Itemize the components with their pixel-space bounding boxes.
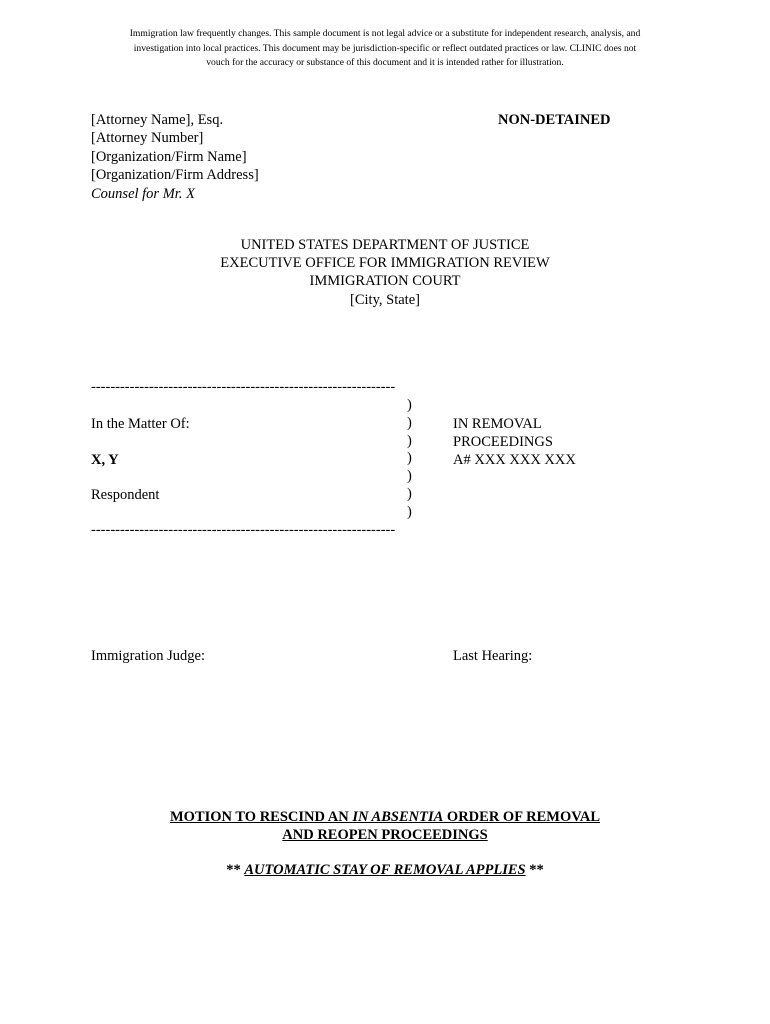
- disclaimer-notice: [92, 27, 678, 71]
- firm-name: [Organization/Firm Name]: [91, 148, 247, 165]
- detention-status: NON-DETAINED: [498, 112, 611, 128]
- disclaimer-line-1: Immigration law frequently changes. This sample document is not legal advice or a substitute for independent research, analysis, and: [129, 28, 641, 39]
- caption-divider-bottom: ---------------------------------------------------------------: [91, 522, 396, 538]
- court-location: [City, State]: [350, 291, 420, 308]
- motion-title-italic: IN ABSENTIA: [352, 809, 444, 825]
- proceedings-line-1: IN REMOVAL: [453, 416, 542, 432]
- disclaimer-line-2: investigation into local practices. This document may be jurisdiction-specific or reflect outdated practices or law. CLINIC does not: [133, 42, 637, 54]
- stay-suffix: **: [525, 862, 544, 878]
- caption-paren: ): [407, 450, 412, 467]
- court-department: UNITED STATES DEPARTMENT OF JUSTICE: [240, 237, 530, 253]
- immigration-judge-label: Immigration Judge:: [91, 648, 205, 664]
- caption-paren: ): [407, 468, 412, 485]
- attorney-number: [Attorney Number]: [91, 130, 204, 147]
- proceedings-info: [453, 415, 576, 469]
- proceedings-line-2: PROCEEDINGS: [453, 434, 553, 450]
- motion-title-line-2: AND REOPEN PROCEEDINGS: [282, 827, 488, 843]
- court-office: EXECUTIVE OFFICE FOR IMMIGRATION REVIEW: [220, 255, 550, 272]
- stay-text: AUTOMATIC STAY OF REMOVAL APPLIES: [244, 862, 526, 878]
- stay-notice: [110, 861, 660, 879]
- caption-paren: ): [407, 397, 412, 413]
- caption-paren: ): [407, 485, 412, 502]
- caption-paren: ): [407, 503, 412, 520]
- motion-title: [110, 808, 660, 844]
- stay-prefix: **: [226, 862, 245, 878]
- counsel-for: Counsel for Mr. X: [91, 185, 195, 202]
- alien-number: A# XXX XXX XXX: [453, 452, 576, 468]
- motion-title-part-1: MOTION TO RESCIND AN: [169, 809, 353, 825]
- motion-title-line-1: [110, 808, 660, 826]
- attorney-block: [91, 111, 259, 203]
- firm-address: [Organization/Firm Address]: [91, 167, 259, 184]
- caption-divider-top: ---------------------------------------------------------------: [91, 379, 396, 395]
- party-names: X, Y: [91, 452, 119, 468]
- matter-label: In the Matter Of:: [91, 416, 190, 432]
- attorney-name: [Attorney Name], Esq.: [91, 112, 224, 128]
- caption-parentheses: [407, 397, 412, 522]
- last-hearing-label: Last Hearing:: [453, 648, 533, 664]
- court-name: IMMIGRATION COURT: [309, 273, 461, 290]
- caption-paren: ): [407, 432, 412, 449]
- respondent-label: Respondent: [91, 487, 160, 503]
- caption-paren: ): [407, 414, 412, 431]
- court-heading: [150, 236, 620, 309]
- motion-title-part-2: ORDER OF REMOVAL: [443, 809, 600, 825]
- disclaimer-line-3: vouch for the accuracy or substance of this document and it is intended rather for illustration.: [206, 57, 564, 68]
